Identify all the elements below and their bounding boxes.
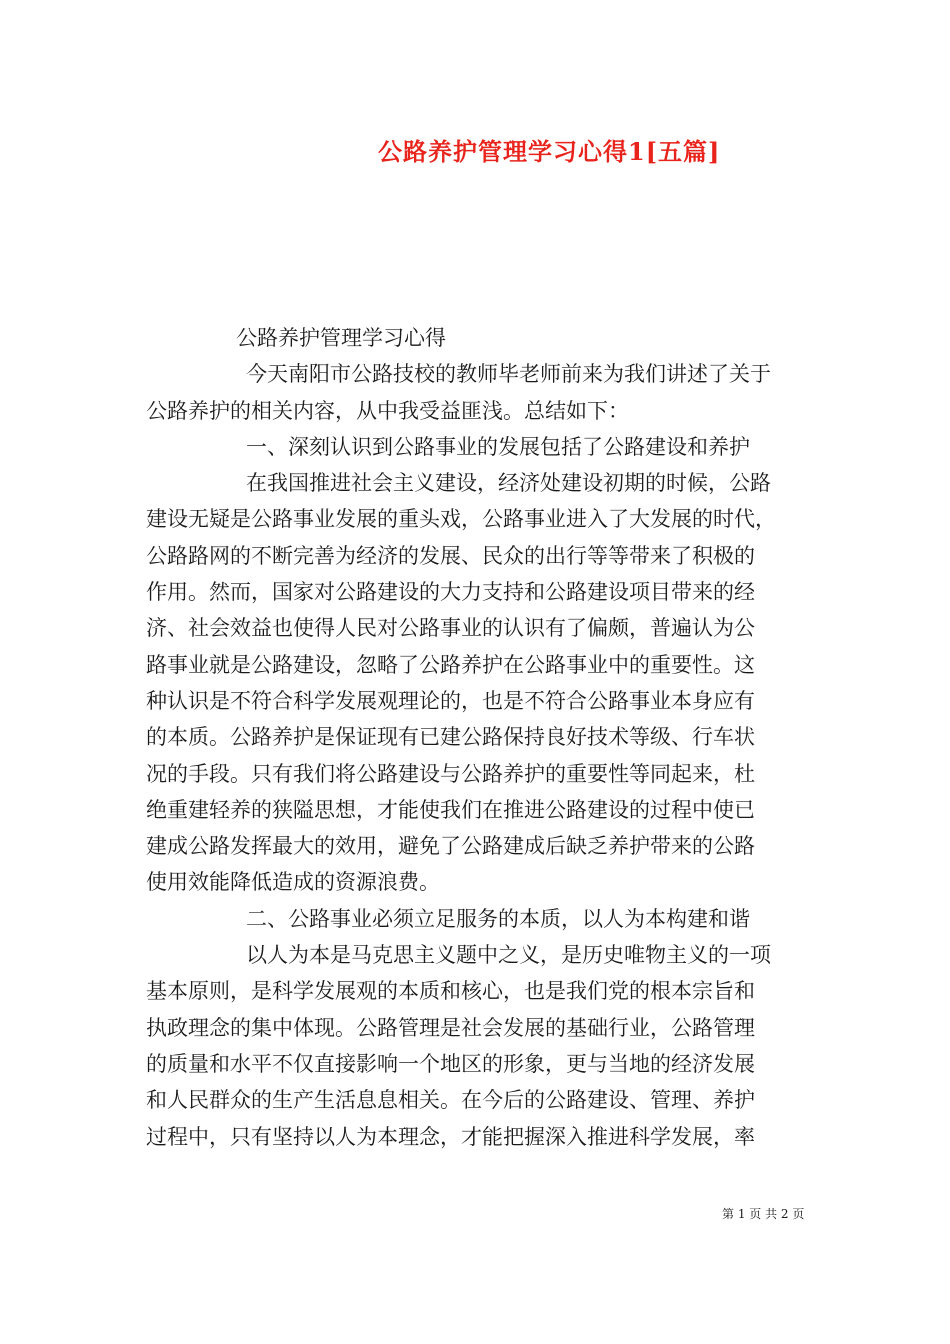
text-line: 建成公路发挥最大的效用，避免了公路建成后缺乏养护带来的公路 (146, 834, 755, 859)
text-line: 建设无疑是公路事业发展的重头戏，公路事业进入了大发展的时代， (146, 507, 776, 532)
text-line: 绝重建轻养的狭隘思想，才能使我们在推进公路建设的过程中使已 (146, 797, 755, 822)
text-line: 过程中，只有坚持以人为本理念，才能把握深入推进科学发展，率 (146, 1124, 755, 1149)
text-line: 使用效能降低造成的资源浪费。 (146, 870, 440, 895)
text-line: 种认识是不符合科学发展观理论的，也是不符合公路事业本身应有 (146, 688, 755, 713)
text-line: 基本原则，是科学发展观的本质和核心，也是我们党的根本宗旨和 (146, 979, 755, 1004)
text-line: 作用。然而，国家对公路建设的大力支持和公路建设项目带来的经 (146, 580, 755, 605)
text-line: 济、社会效益也使得人民对公路事业的认识有了偏颇，普遍认为公 (146, 616, 755, 641)
page-number: 第 1 页 共 2 页 (722, 1207, 805, 1221)
text-line: 今天南阳市公路技校的教师毕老师前来为我们讲述了关于 (246, 362, 771, 387)
text-line: 的质量和水平不仅直接影响一个地区的形象，更与当地的经济发展 (146, 1051, 755, 1076)
text-line: 执政理念的集中体现。公路管理是社会发展的基础行业，公路管理 (146, 1015, 755, 1040)
text-line: 况的手段。只有我们将公路建设与公路养护的重要性等同起来，杜 (146, 761, 755, 786)
section-heading: 二、公路事业必须立足服务的本质，以人为本构建和谐 (246, 906, 750, 931)
text-line: 的本质。公路养护是保证现有已建公路保持良好技术等级、行车状 (146, 725, 755, 750)
text-line: 和人民群众的生产生活息息相关。在今后的公路建设、管理、养护 (146, 1088, 755, 1113)
document-title: 公路养护管理学习心得1[五篇] (378, 137, 721, 166)
document-body (146, 320, 806, 1155)
text-line: 公路路网的不断完善为经济的发展、民众的出行等等带来了积极的 (146, 543, 755, 568)
text-line: 以人为本是马克思主义题中之义，是历史唯物主义的一项 (246, 943, 771, 968)
section-subtitle: 公路养护管理学习心得 (236, 326, 446, 350)
text-line: 在我国推进社会主义建设，经济处建设初期的时候，公路 (246, 471, 771, 496)
section-heading: 一、深刻认识到公路事业的发展包括了公路建设和养护 (246, 434, 750, 459)
text-line: 路事业就是公路建设，忽略了公路养护在公路事业中的重要性。这 (146, 652, 755, 677)
text-line: 公路养护的相关内容，从中我受益匪浅。总结如下： (146, 398, 629, 423)
